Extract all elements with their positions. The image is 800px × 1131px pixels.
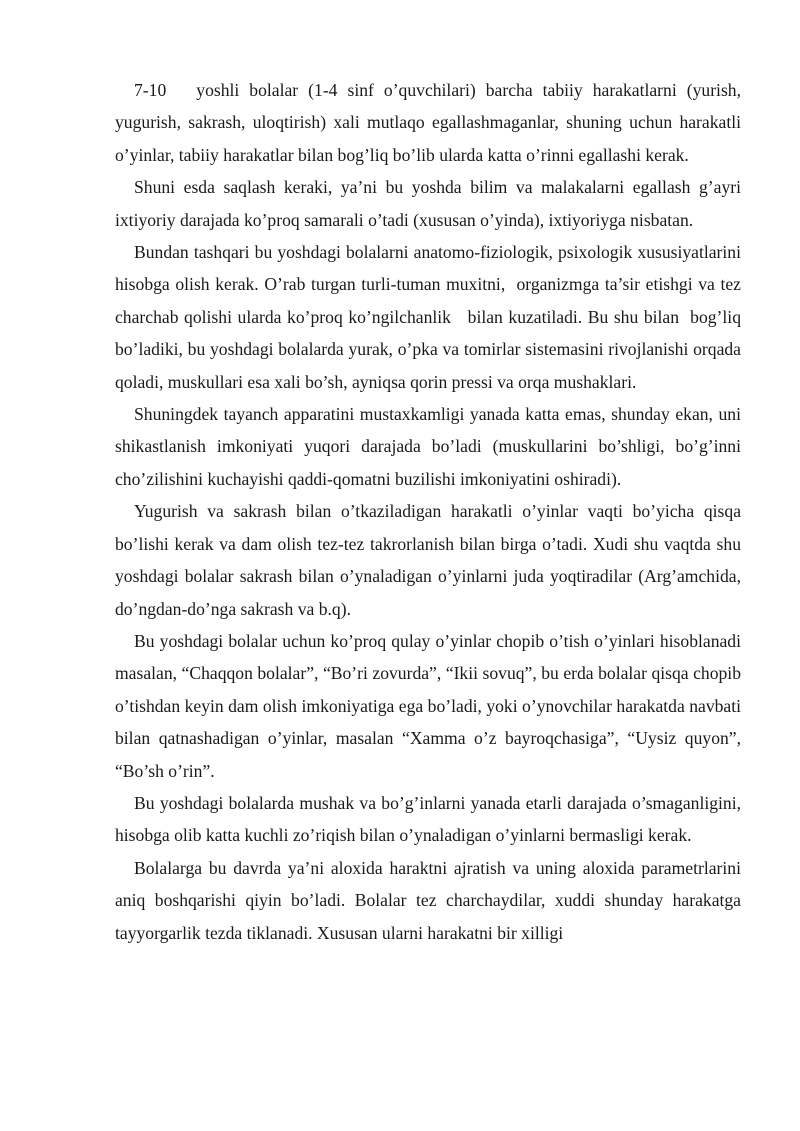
paragraph: 7-10 yoshli bolalar (1-4 sinf o’quvchilari) barcha tabiiy harakatlarni (yurish, yugurish, sakrash, uloqtirish) xali mutlaqo egallashmaganlar, shuning uchun harakatli o’yinlar, tabiiy harakatlar bilan bog’liq bo’lib ularda katta o’rinni egallashi kerak. bbox=[115, 80, 741, 165]
paragraph: Bundan tashqari bu yoshdagi bolalarni anatomo-fiziologik, psixologik xususiyatlarini hisobga olish kerak. O’rab turgan turli-tuman muxitni, organizmga ta’sir etishgi va tez charchab qolishi ularda ko’proq ko’ngilchanlik bilan kuzatiladi. Bu shu bilan bog’liq bo’ladiki, bu yoshdagi bolalarda yurak, o’pka va tomirlar sistemasini rivojlanishi orqada qoladi, muskullari esa xali bo’sh, ayniqsa qorin pressi va orqa mushaklari. bbox=[115, 242, 741, 392]
paragraph: Bolalarga bu davrda ya’ni aloxida haraktni ajratish va uning aloxida parametrlarini aniq boshqarishi qiyin bo’ladi. Bolalar tez charchaydilar, xuddi shunday harakatga tayyorgarlik tezda tiklanadi. Xususan ularni harakatni bir xilligi bbox=[115, 857, 741, 943]
paragraph: Yugurish va sakrash bilan o’tkaziladigan harakatli o’yinlar vaqti bo’yicha qisqa bo’lishi kerak va dam olish tez-tez takrorlanish bilan birga o’tadi. Xudi shu vaqtda shu yoshdagi bolalar sakrash bilan o’ynaladigan o’yinlarni juda yoqtiradilar (Arg’amchida, do’ngdan-do’nga sakrash va b.q). bbox=[115, 501, 741, 619]
paragraph: Shuningdek tayanch apparatini mustaxkamligi yanada katta emas, shunday ekan, uni shikastlanish imkoniyati yuqori darajada bo’ladi (muskullarini bo’shligi, bo’g’inni cho’zilishini kuchayishi qaddi-qomatni buzilishi imkoniyatini oshiradi). bbox=[115, 404, 741, 489]
paragraph: Shuni esda saqlash keraki, ya’ni bu yoshda bilim va malakalarni egallash g’ayri ixtiyoriy darajada ko’proq samarali o’tadi (xususan o’yinda), ixtiyoriyga nisbatan. bbox=[115, 177, 741, 230]
paragraph: Bu yoshdagi bolalarda mushak va bo’g’inlarni yanada etarli darajada o’smaganligini, hisobga olib katta kuchli zo’riqish bilan o’ynaladigan o’yinlarni bermasligi kerak. bbox=[115, 792, 741, 846]
paragraph: Bu yoshdagi bolalar uchun ko’proq qulay o’yinlar chopib o’tish o’yinlari hisoblanadi masalan, “Chaqqon bolalar”, “Bo’ri zovurda”, “Ikii sovuq”, bu erda bolalar qisqa chopib o’tishdan keyin dam olish imkoniyatiga ega bo’ladi, yoki o’ynovchilar harakatda navbati bilan qatnashadigan o’yinlar, masalan “Xamma o’z bayroqchasiga”, “Uysiz quyon”, “Bo’sh o’rin”. bbox=[115, 630, 741, 781]
document-body bbox=[115, 74, 741, 949]
